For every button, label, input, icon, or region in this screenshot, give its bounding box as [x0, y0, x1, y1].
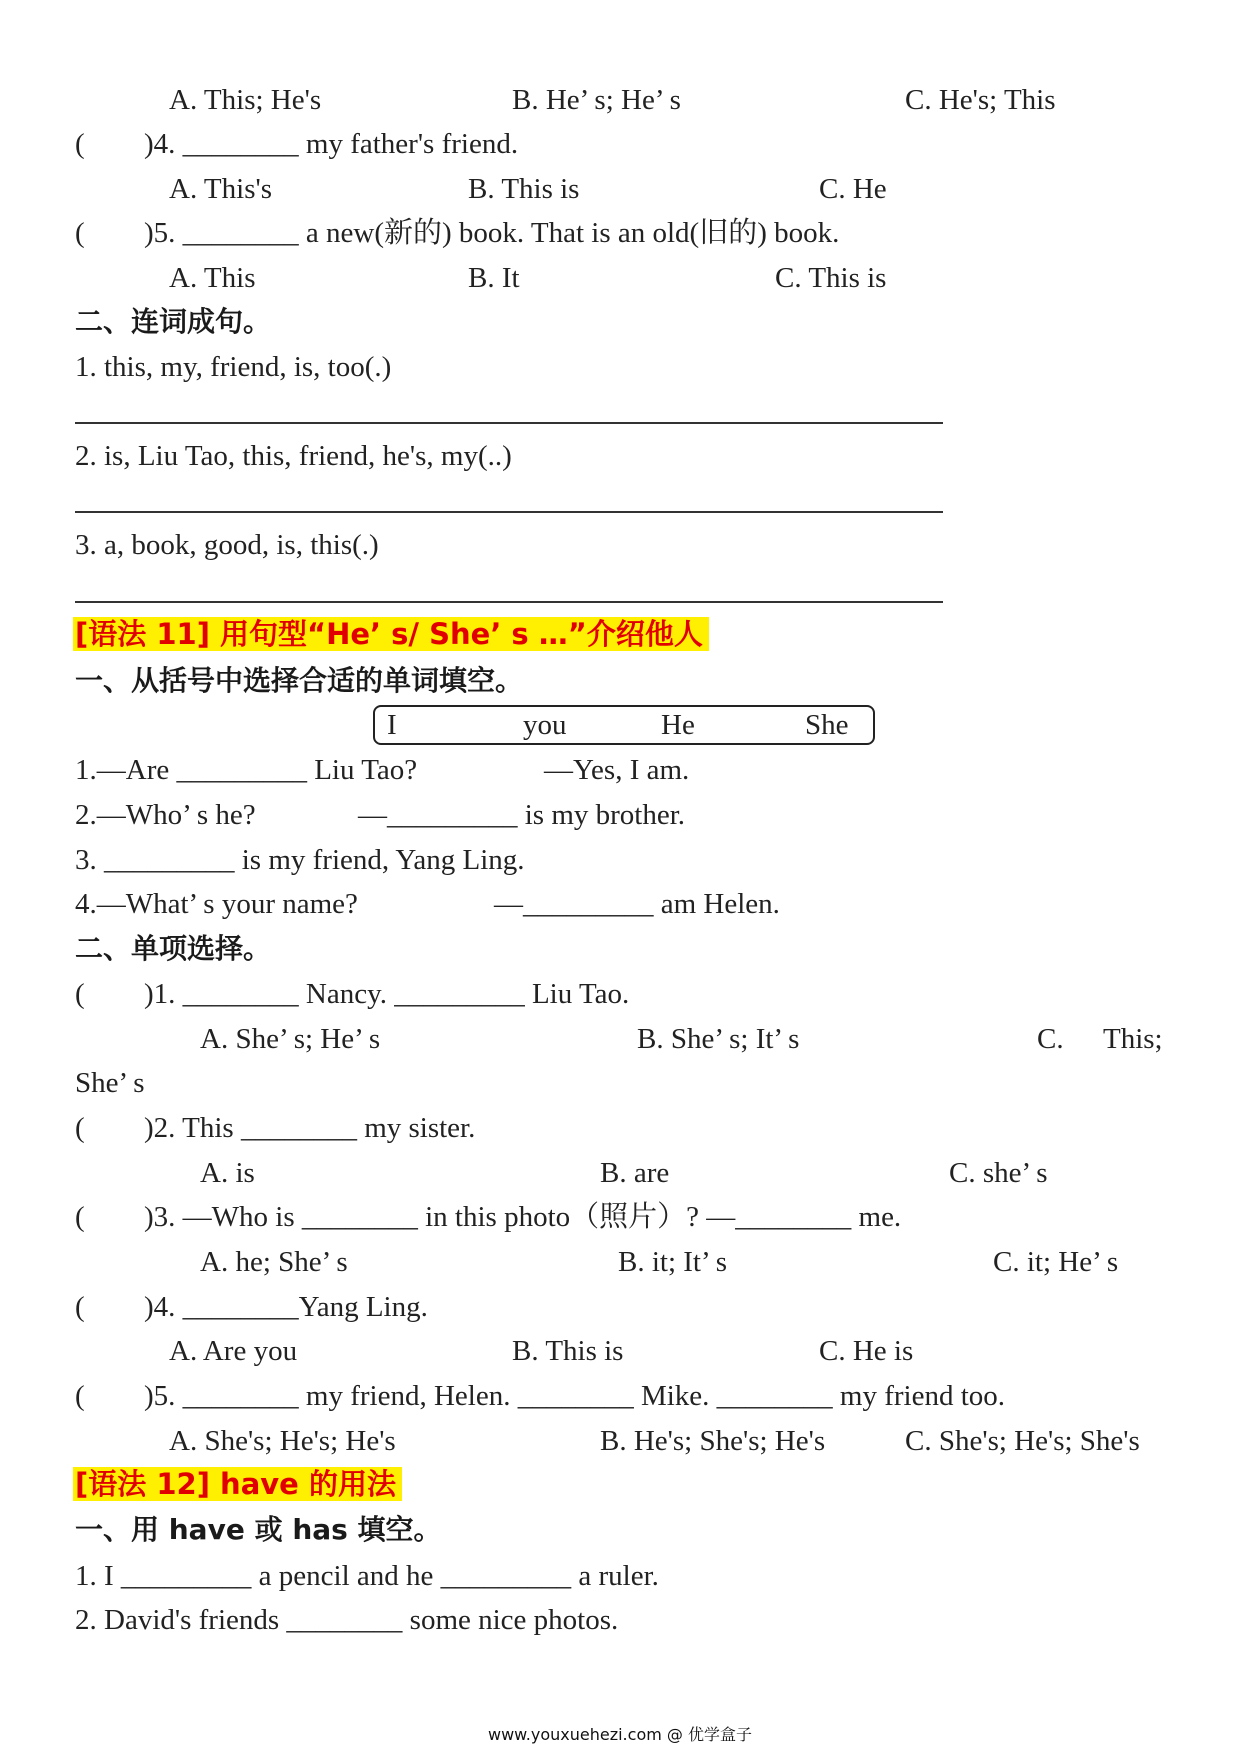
fill-item-2-reply: —_________ is my brother. [358, 799, 686, 831]
question-4-text: )4. ________ my father's friend. [144, 128, 519, 160]
word-bank-box [373, 705, 875, 745]
sentence-order-item-1: 1. this, my, friend, is, too(.) [75, 351, 392, 383]
question-paren: ( [75, 1201, 85, 1233]
section-heading-sentence-order: 二、连词成句。 [75, 305, 272, 338]
word-bank-he: He [661, 709, 695, 741]
fill-item-1-reply: —Yes, I am. [544, 754, 690, 786]
have-item-1: 1. I _________ a pencil and he _________ a ruler. [75, 1560, 659, 1592]
mc-q2-option-b: B. are [600, 1157, 670, 1189]
fill-item-2: 2.—Who’ s he? [75, 799, 256, 831]
question-paren: ( [75, 1291, 85, 1323]
answer-line-2[interactable] [75, 511, 943, 513]
section-heading-have-has: 一、用 have 或 has 填空。 [75, 1513, 442, 1546]
mc-q1-option-c-text: This; [1103, 1023, 1163, 1055]
word-bank-you: you [523, 709, 567, 741]
footer-watermark: www.youxuehezi.com @ 优学盒子 [488, 1725, 752, 1744]
q3-option-c: C. He's; This [905, 84, 1056, 116]
mc-q4-option-b: B. This is [512, 1335, 624, 1367]
mc-q1-option-c: C. [1037, 1023, 1064, 1055]
mc-q1-option-b: B. She’ s; It’ s [637, 1023, 800, 1055]
mc-q2-option-c: C. she’ s [949, 1157, 1048, 1189]
mc-q3-option-b: B. it; It’ s [618, 1246, 728, 1278]
mc-q3-option-a: A. he; She’ s [200, 1246, 348, 1278]
fill-item-4-reply: —_________ am Helen. [494, 888, 780, 920]
mc-question-3-text: )3. —Who is ________ in this photo（照片）? —________ me. [144, 1201, 902, 1233]
question-paren: ( [75, 978, 85, 1010]
mc-question-2-text: )2. This ________ my sister. [144, 1112, 476, 1144]
answer-line-1[interactable] [75, 422, 943, 424]
mc-question-4-text: )4. ________Yang Ling. [144, 1291, 428, 1323]
mc-question-5-text: )5. ________ my friend, Helen. ________ Mike. ________ my friend too. [144, 1380, 1006, 1412]
have-item-2: 2. David's friends ________ some nice photos. [75, 1604, 619, 1636]
mc-q5-option-a: A. She's; He's; He's [169, 1425, 396, 1457]
mc-q5-option-b: B. He's; She's; He's [600, 1425, 826, 1457]
section-heading-fill-blank: 一、从括号中选择合适的单词填空。 [75, 664, 524, 697]
mc-q1-option-a: A. She’ s; He’ s [200, 1023, 381, 1055]
mc-q2-option-a: A. is [200, 1157, 255, 1189]
q4-option-c: C. He [819, 173, 887, 205]
answer-line-3[interactable] [75, 601, 943, 603]
mc-question-1-text: )1. ________ Nancy. _________ Liu Tao. [144, 978, 630, 1010]
question-paren: ( [75, 1380, 85, 1412]
mc-q5-option-c: C. She's; He's; She's [905, 1425, 1140, 1457]
question-paren: ( [75, 217, 85, 249]
question-paren: ( [75, 128, 85, 160]
grammar-12-title: [语法 12] have 的用法 [73, 1464, 402, 1505]
question-paren: ( [75, 1112, 85, 1144]
mc-q4-option-a: A. Are you [169, 1335, 298, 1367]
q5-option-c: C. This is [775, 262, 887, 294]
word-bank-she: She [805, 709, 849, 741]
sentence-order-item-3: 3. a, book, good, is, this(.) [75, 529, 379, 561]
q5-option-a: A. This [169, 262, 256, 294]
mc-q1-option-c-wrap: She’ s [75, 1067, 145, 1099]
mc-q3-option-c: C. it; He’ s [993, 1246, 1119, 1278]
fill-item-3: 3. _________ is my friend, Yang Ling. [75, 844, 525, 876]
q4-option-b: B. This is [468, 173, 580, 205]
q3-option-b: B. He’ s; He’ s [512, 84, 681, 116]
mc-q4-option-c: C. He is [819, 1335, 914, 1367]
grammar-11-title: [语法 11] 用句型“He’ s/ She’ s …”介绍他人 [73, 614, 709, 655]
fill-item-1: 1.—Are _________ Liu Tao? [75, 754, 418, 786]
section-heading-multiple-choice: 二、单项选择。 [75, 932, 272, 965]
q3-option-a: A. This; He's [169, 84, 322, 116]
fill-item-4: 4.—What’ s your name? [75, 888, 358, 920]
question-5-text: )5. ________ a new(新的) book. That is an old(旧的) book. [144, 217, 840, 249]
word-bank-i: I [387, 709, 397, 741]
q5-option-b: B. It [468, 262, 520, 294]
sentence-order-item-2: 2. is, Liu Tao, this, friend, he's, my(..) [75, 440, 512, 472]
q4-option-a: A. This's [169, 173, 272, 205]
